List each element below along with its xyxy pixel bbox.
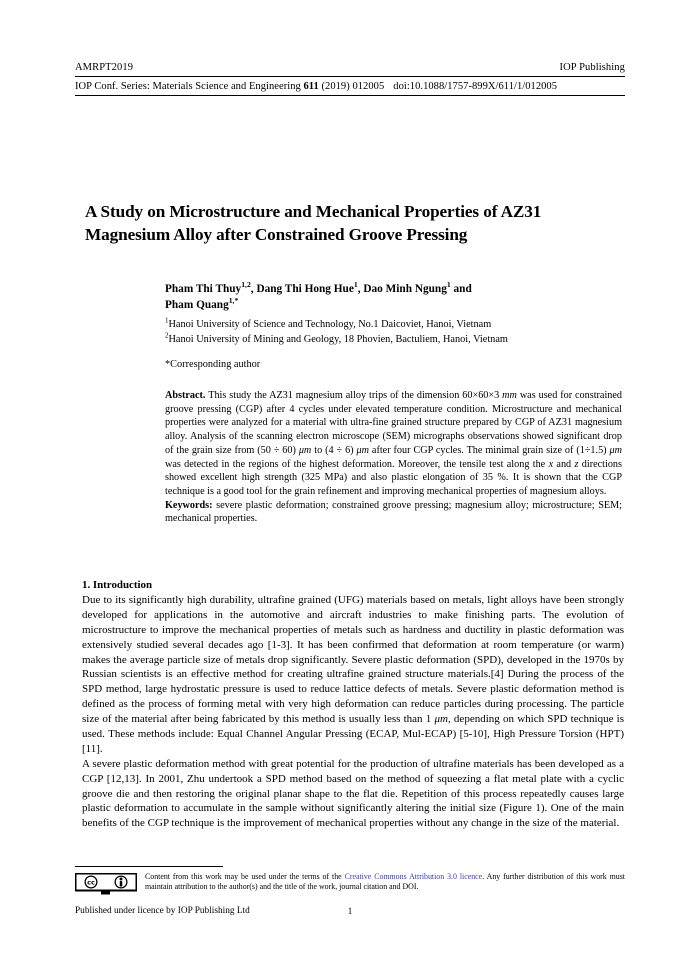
- footer-divider: [75, 866, 223, 867]
- svg-text:cc: cc: [87, 878, 95, 887]
- journal-volume: 611: [303, 81, 319, 92]
- published-by-line: Published under licence by IOP Publishing Ltd: [75, 906, 250, 916]
- abstract-block: [165, 389, 622, 526]
- abstract-text-6: and: [553, 458, 575, 470]
- keywords-label: Keywords:: [165, 499, 213, 511]
- intro-p1-text-b: , depending on which SPD technique is used. These methods include: Equal Channel Angular Pressing (ECAP, Mul-ECAP) [5-10], High Pressure Torsion (HPT) [11].: [82, 713, 625, 755]
- page-number: 1: [347, 906, 353, 916]
- section-heading-introduction: 1. Introduction: [82, 579, 152, 591]
- author-list: [165, 281, 625, 313]
- author-1-affiliation-marker: 1,2: [241, 280, 251, 290]
- journal-citation-line: [75, 77, 625, 95]
- abstract-text-3: to (4 ÷ 6): [311, 444, 357, 456]
- introduction-paragraph-1: [82, 593, 624, 757]
- abstract-unit-um-1: μm: [298, 444, 312, 456]
- affiliation-1-marker: 1: [165, 316, 169, 325]
- author-3-affiliation-marker: 1: [446, 280, 451, 290]
- license-text: [145, 872, 625, 893]
- corresponding-author-note: *Corresponding author: [165, 359, 261, 370]
- abstract-unit-um-2: μm: [356, 444, 369, 456]
- running-header-row: [75, 62, 625, 76]
- abstract-text-4: after four CGP cycles. The minimal grain size of (1÷1.5): [368, 444, 610, 456]
- abstract-text-5: was detected in the regions of the highest deformation. Moreover, the tensile test along the: [165, 458, 549, 470]
- affiliation-list: [165, 318, 625, 347]
- affiliation-1: Hanoi University of Science and Technology, No.1 Daicoviet, Hanoi, Vietnam: [168, 319, 492, 330]
- keywords-line: [165, 499, 622, 526]
- abstract-paragraph: [165, 389, 622, 499]
- author-3: , Dao Minh Ngung: [357, 283, 447, 295]
- body-text: [82, 593, 624, 831]
- introduction-paragraph-2: A severe plastic deformation method with great potential for the production of ultrafine materials has been developed as a CGP [12,13]. In 2001, Zhu undertook a SPD method based on the method of squeezing a flat metal plate with a cyclic groove die and then restoring the original planar shape to the flat die. Repetition of this process repeatedly causes large plastic deformation to accumulate in the sample without significantly altering the initial size (Figure 1). One of the main benefits of the CGP technique is the improvement of mechanical properties without any change in the size of the material.: [82, 757, 624, 830]
- doi-text: doi:10.1088/1757-899X/611/1/012005: [393, 81, 558, 92]
- running-header: [75, 62, 625, 96]
- abstract-text-1: This study the AZ31 magnesium alloy trips of the dimension 60×60×3: [205, 390, 503, 401]
- intro-p1-unit-um: μm: [434, 713, 448, 726]
- author-2: , Dang Thi Hong Hue: [250, 283, 354, 295]
- header-divider-bottom: [75, 95, 625, 96]
- author-4: Pham Quang: [165, 299, 229, 312]
- abstract-text-2: was used for constrained groove pressing (CGP) after 4 cycles under elevated temperature condition. Microstructure and mechanical properties were analyzed for a material with ultra-fine grained structure prepared by CGP of AZ31 magnesium alloy. Analysis of the scanning electron microscope (SEM) micrographs observations showed significant drop of the grain size from (50 ÷ 60): [165, 390, 622, 456]
- page-title: A Study on Microstructure and Mechanical Properties of AZ31 Magnesium Alloy after Constrained Groove Pressing: [85, 202, 542, 245]
- creative-commons-by-icon: [75, 873, 137, 895]
- abstract-unit-mm: mm: [502, 390, 517, 401]
- author-conjunction: and: [450, 283, 472, 295]
- license-row: [75, 872, 625, 895]
- license-text-part-1: Content from this work may be used under the terms of the: [145, 872, 345, 881]
- affiliation-2: Hanoi University of Mining and Geology, 18 Phovien, Bactuliem, Hanoi, Vietnam: [168, 333, 508, 345]
- intro-p1-text-a: Due to its significantly high durability, ultrafine grained (UFG) materials based on metals, light alloys have been strongly developed for applications in the automotive and aircraft industries to make finishing parts. The evolution of microstructure to improve the mechanical properties of metals such as hardness and ductility in plastic deformation was extensively studied several decades ago [1-3]. It has been confirmed that deformation at room temperature (or warm) makes the average particle size of metals drop significantly. Severe plastic deformation (SPD), developed in the 1970s by Russian scientists is an effective method for creating ultrafine grained structure materials.[4] During the process of the SPD method, large hydrostatic pressure is used to reduce lattice defects of metals. Severe plastic deformation method is defined as the process of forming metal with very high deformation can reduce particles during processing. The particle size of the material after being fabricated by this method is usually less than 1: [82, 594, 624, 726]
- conference-name: AMRPT2019: [75, 62, 134, 73]
- license-text-part-2: . Any further distribution of this work must maintain attribution to the author(s) and the title of the work, journal citation and DOI.: [145, 872, 625, 892]
- journal-series: IOP Conf. Series: Materials Science and Engineering: [75, 81, 304, 92]
- author-1: Pham Thi Thuy: [165, 283, 242, 295]
- abstract-axis-z: z: [574, 458, 579, 470]
- license-link[interactable]: Creative Commons Attribution 3.0 licence: [344, 872, 483, 881]
- abstract-text-7: directions showed excellent high strength (325 MPa) and also plastic elongation of 35 %. It is shown that the CGP technique is a good tool for the grain refinement and improving mechanical properties of magnesium alloys.: [165, 458, 622, 498]
- abstract-axis-x: x: [548, 458, 554, 470]
- license-footer: [75, 872, 625, 895]
- journal-issue-year: (2019) 012005: [318, 81, 385, 92]
- author-2-affiliation-marker: 1: [353, 280, 358, 290]
- abstract-unit-um-3: μm: [609, 444, 622, 456]
- keywords-text: severe plastic deformation; constrained groove pressing; magnesium alloy; microstructure; SEM; mechanical properties.: [165, 499, 622, 525]
- abstract-label: Abstract.: [165, 390, 206, 401]
- author-4-affiliation-marker: 1,*: [228, 296, 239, 306]
- publisher-name: IOP Publishing: [559, 62, 625, 73]
- affiliation-2-marker: 2: [165, 331, 169, 340]
